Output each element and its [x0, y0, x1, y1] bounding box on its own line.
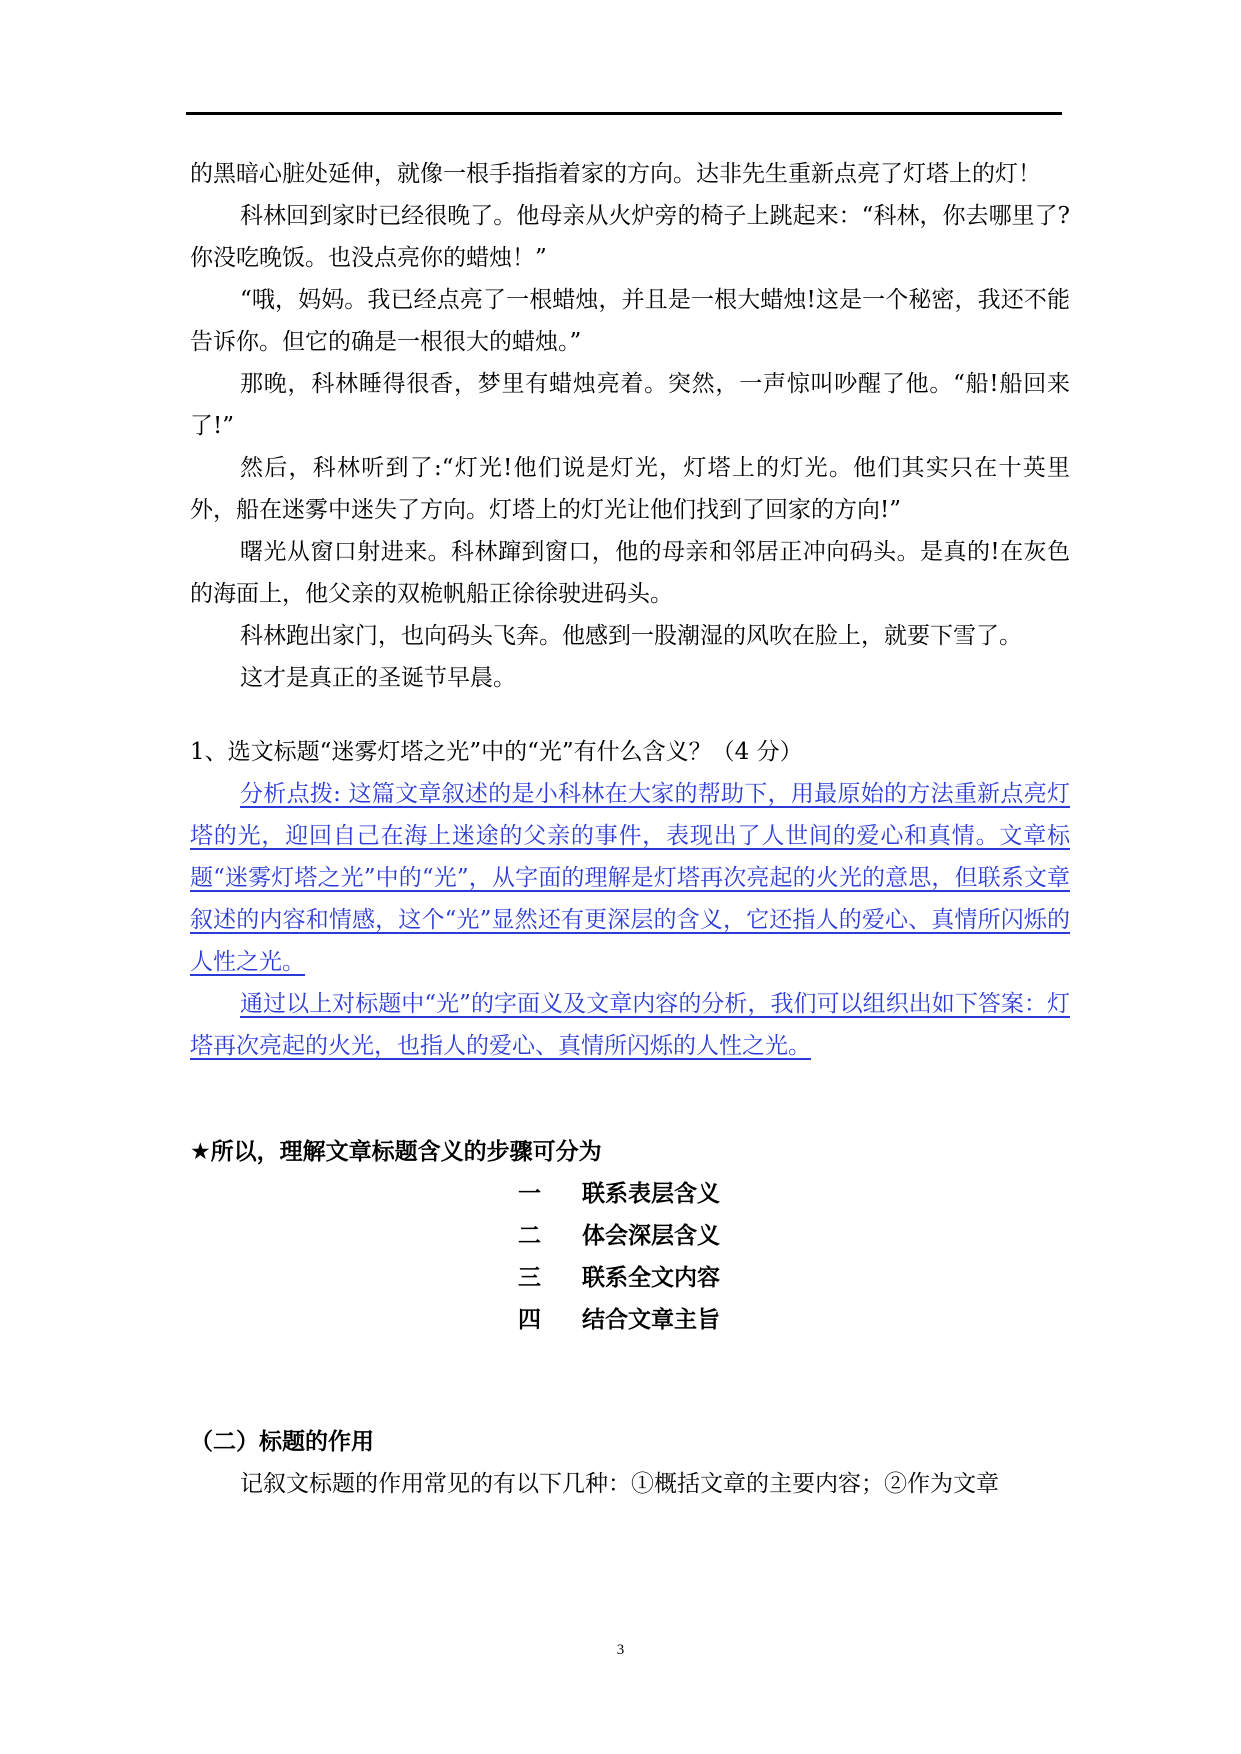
- header-rule: [186, 112, 1062, 115]
- story-paragraph: 这才是真正的圣诞节早晨。: [240, 665, 516, 691]
- story-paragraph: 科林回到家时已经很晚了。他母亲从火炉旁的椅子上跳起来：“科林，你去哪里了?你没吃晚饭。也没点亮你的蜡烛！”: [190, 203, 1070, 271]
- steps-list: [190, 1173, 1070, 1341]
- step-text: 结合文章主旨: [582, 1307, 720, 1333]
- page-number: 3: [616, 1642, 625, 1658]
- step-text: 体会深层含义: [582, 1223, 720, 1249]
- section-heading: （二）标题的作用: [190, 1429, 374, 1455]
- step-text: 联系全文内容: [582, 1265, 720, 1291]
- step-item: [518, 1173, 1070, 1215]
- story-paragraph: 的黑暗心脏处延伸，就像一根手指指着家的方向。达非先生重新点亮了灯塔上的灯！: [190, 161, 1041, 187]
- step-text: 联系表层含义: [582, 1181, 720, 1207]
- answer-paragraph: 通过以上对标题中“光”的字面义及文章内容的分析，我们可以组织出如下答案：灯塔再次亮起的火光，也指人的爱心、真情所闪烁的人性之光。: [190, 991, 1070, 1059]
- steps-heading: ★所以，理解文章标题含义的步骤可分为: [190, 1139, 602, 1165]
- story-paragraph: 那晚，科林睡得很香，梦里有蜡烛亮着。突然，一声惊叫吵醒了他。“船!船回来了!”: [190, 371, 1070, 439]
- page-body: [190, 153, 1070, 1505]
- step-number: 二: [518, 1223, 541, 1249]
- analysis-paragraph: 分析点拨: 这篇文章叙述的是小科林在大家的帮助下，用最原始的方法重新点亮灯塔的光，迎回自己在海上迷途的父亲的事件，表现出了人世间的爱心和真情。文章标题“迷雾灯塔之光”中的“光”，从字面的理解是灯塔再次亮起的火光的意思，但联系文章叙述的内容和情感，这个“光”显然还有更深层的含义，它还指人的爱心、真情所闪烁的人性之光。: [190, 781, 1070, 975]
- section-paragraph: 记叙文标题的作用常见的有以下几种：①概括文章的主要内容；②作为文章: [240, 1471, 999, 1497]
- story-paragraph: “哦，妈妈。我已经点亮了一根蜡烛，并且是一根大蜡烛!这是一个秘密，我还不能告诉你。但它的确是一根很大的蜡烛。”: [190, 287, 1070, 355]
- step-item: [518, 1257, 1070, 1299]
- story-paragraph: 科林跑出家门，也向码头飞奔。他感到一股潮湿的风吹在脸上，就要下雪了。: [240, 623, 1022, 649]
- step-number: 三: [518, 1265, 541, 1291]
- step-number: 四: [518, 1307, 541, 1333]
- step-item: [518, 1215, 1070, 1257]
- step-number: 一: [518, 1181, 541, 1207]
- step-item: [518, 1299, 1070, 1341]
- question: 1、选文标题“迷雾灯塔之光”中的“光”有什么含义？（4 分）: [190, 739, 803, 765]
- story-paragraph: 曙光从窗口射进来。科林蹿到窗口，他的母亲和邻居正冲向码头。是真的!在灰色的海面上，他父亲的双桅帆船正徐徐驶进码头。: [190, 539, 1070, 607]
- story-paragraph: 然后，科林听到了:“灯光!他们说是灯光，灯塔上的灯光。他们其实只在十英里外，船在迷雾中迷失了方向。灯塔上的灯光让他们找到了回家的方向!”: [190, 455, 1070, 523]
